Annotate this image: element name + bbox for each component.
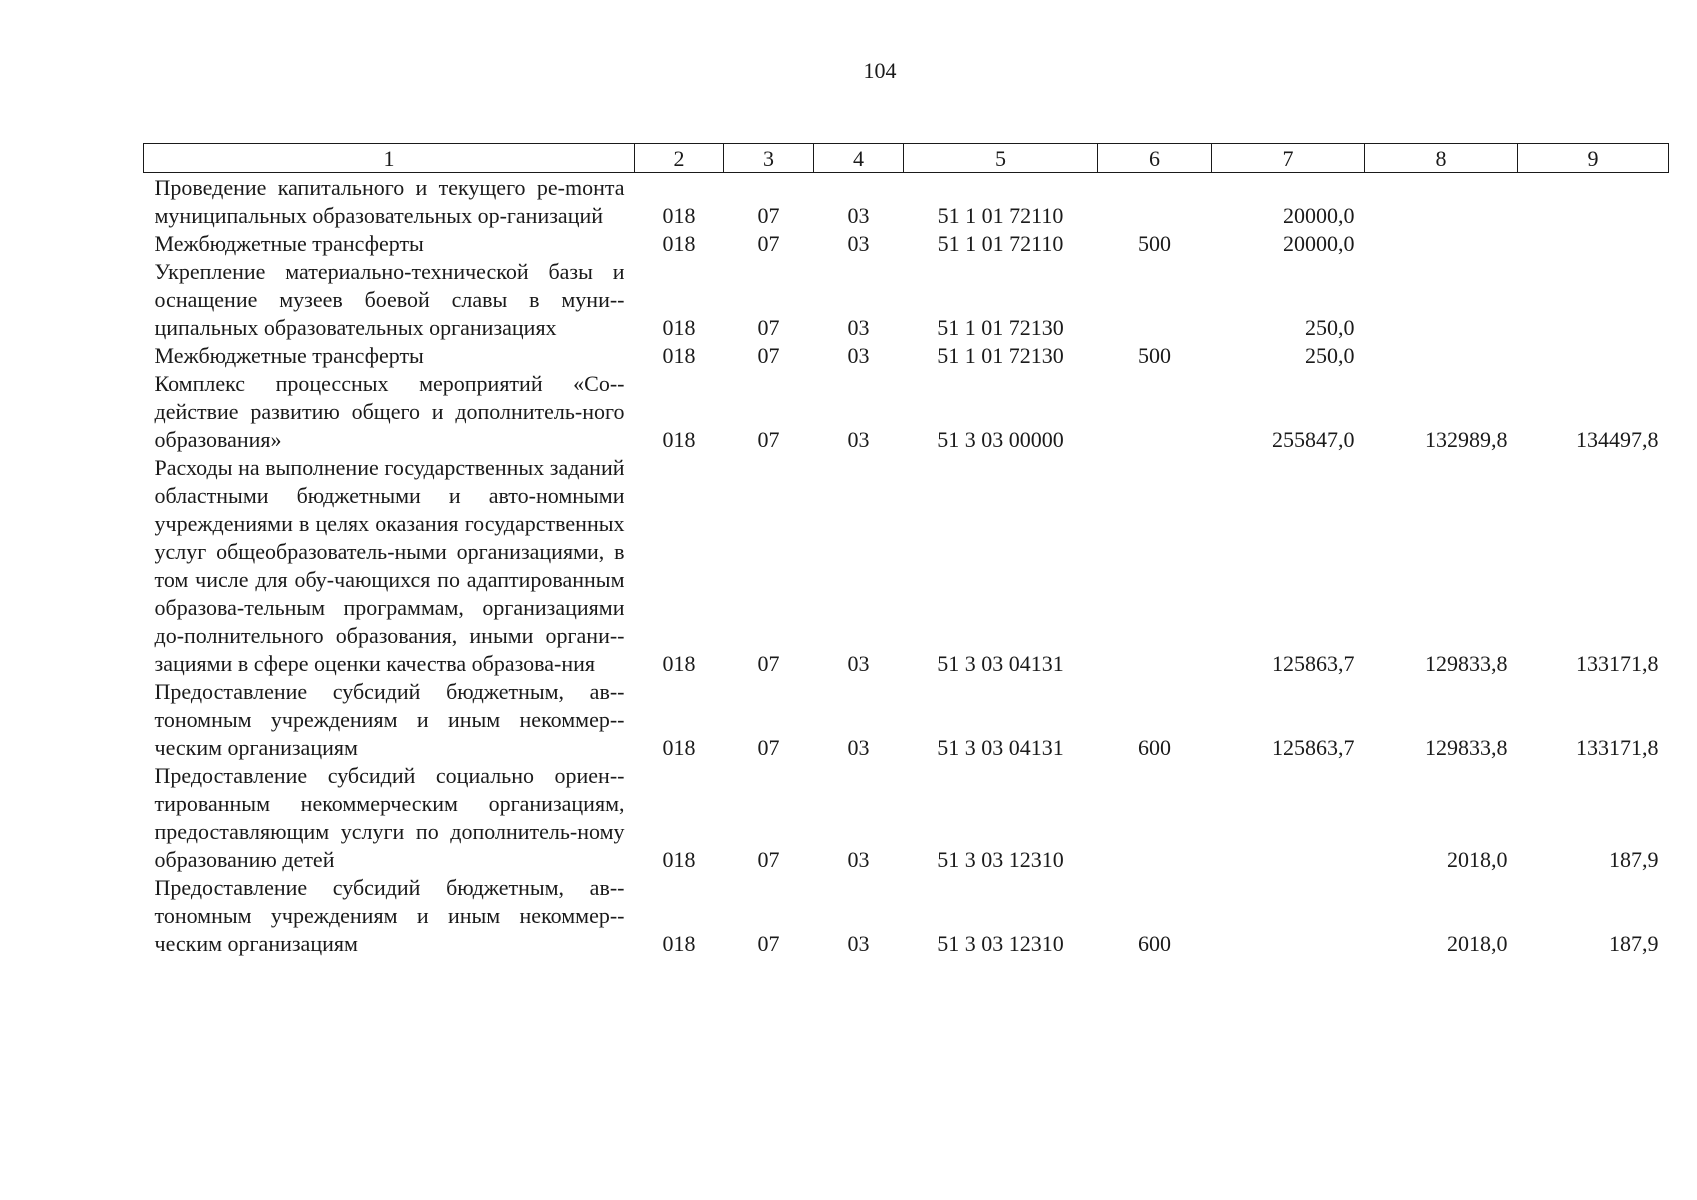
grbs-code: 018	[662, 651, 696, 676]
table-row	[144, 874, 1669, 958]
amount-year-2: 129833,8	[1425, 735, 1508, 760]
table-row	[144, 370, 1669, 454]
amount-year-1	[1212, 762, 1365, 874]
column-header-3: 3	[724, 144, 814, 173]
target-article-code: 51 1 01 72130	[937, 315, 1064, 340]
target-article-code: 51 3 03 04131	[937, 735, 1064, 760]
subsection-code: 03	[847, 651, 870, 676]
amount-year-3	[1518, 173, 1669, 231]
amount-year-1	[1212, 874, 1365, 958]
section-code: 07	[757, 427, 780, 452]
expense-type-code: 500	[1138, 231, 1171, 256]
amount-year-3: 187,9	[1609, 931, 1659, 956]
target-article-code: 51 1 01 72110	[937, 203, 1064, 228]
subsection-code: 03	[847, 427, 870, 452]
amount-year-3	[1518, 342, 1669, 370]
grbs-code: 018	[662, 315, 696, 340]
section-code: 07	[757, 315, 780, 340]
page-number: 104	[863, 58, 897, 83]
amount-year-3: 133171,8	[1576, 735, 1659, 760]
amount-year-2	[1365, 230, 1518, 258]
column-header-1: 1	[144, 144, 635, 173]
column-header-2: 2	[635, 144, 724, 173]
item-name: Предоставление субсидий бюджетным, ав-тономным учреждениям и иным некоммер-ческим организациям	[154, 875, 625, 956]
table-row	[144, 342, 1669, 370]
item-name: Предоставление субсидий бюджетным, ав-тономным учреждениям и иным некоммер-ческим организациям	[154, 679, 625, 760]
amount-year-2	[1365, 173, 1518, 231]
amount-year-2: 132989,8	[1425, 427, 1508, 452]
expense-type-code	[1098, 370, 1212, 454]
amount-year-1: 20000,0	[1283, 203, 1355, 228]
grbs-code: 018	[662, 427, 696, 452]
section-code: 07	[757, 931, 780, 956]
section-code: 07	[757, 203, 780, 228]
table-row	[144, 678, 1669, 762]
column-header-4: 4	[814, 144, 904, 173]
expense-type-code: 600	[1138, 735, 1171, 760]
expense-type-code	[1098, 454, 1212, 678]
table-body	[144, 173, 1669, 959]
grbs-code: 018	[662, 931, 696, 956]
amount-year-3: 187,9	[1609, 847, 1659, 872]
expense-type-code	[1098, 762, 1212, 874]
header-row	[144, 144, 1669, 173]
amount-year-2: 2018,0	[1447, 847, 1508, 872]
budget-table	[143, 143, 1669, 958]
target-article-code: 51 1 01 72110	[937, 231, 1064, 256]
section-code: 07	[757, 651, 780, 676]
subsection-code: 03	[847, 203, 870, 228]
column-header-6: 6	[1098, 144, 1212, 173]
amount-year-3: 133171,8	[1576, 651, 1659, 676]
amount-year-1: 20000,0	[1283, 231, 1355, 256]
amount-year-2: 129833,8	[1425, 651, 1508, 676]
amount-year-3	[1518, 230, 1669, 258]
amount-year-1: 125863,7	[1272, 651, 1355, 676]
subsection-code: 03	[847, 343, 870, 368]
column-header-5: 5	[904, 144, 1098, 173]
table-row	[144, 454, 1669, 678]
target-article-code: 51 3 03 12310	[937, 847, 1064, 872]
table-row	[144, 762, 1669, 874]
target-article-code: 51 3 03 04131	[937, 651, 1064, 676]
grbs-code: 018	[662, 203, 696, 228]
item-name: Предоставление субсидий социально ориен-тированным некоммерческим организациям, предоставляющим услуги по дополнитель-ному образованию детей	[154, 763, 625, 872]
amount-year-3	[1518, 258, 1669, 342]
expense-type-code: 500	[1138, 343, 1171, 368]
expense-type-code	[1098, 258, 1212, 342]
table-row	[144, 173, 1669, 231]
expense-type-code	[1098, 173, 1212, 231]
amount-year-2: 2018,0	[1447, 931, 1508, 956]
section-code: 07	[757, 343, 780, 368]
target-article-code: 51 3 03 12310	[937, 931, 1064, 956]
column-header-8: 8	[1365, 144, 1518, 173]
section-code: 07	[757, 735, 780, 760]
amount-year-1: 255847,0	[1272, 427, 1355, 452]
table-row	[144, 230, 1669, 258]
item-name: Проведение капитального и текущего ре-mонта муниципальных образовательных ор-ганизаций	[154, 175, 625, 228]
subsection-code: 03	[847, 231, 870, 256]
item-name: Комплекс процессных мероприятий «Со-действие развитию общего и дополнитель-ного образования»	[154, 371, 625, 452]
amount-year-3: 134497,8	[1576, 427, 1659, 452]
item-name: Межбюджетные трансферты	[154, 231, 424, 256]
subsection-code: 03	[847, 847, 870, 872]
grbs-code: 018	[662, 735, 696, 760]
item-name: Укрепление материально-технической базы и оснащение музеев боевой славы в муни-ципальных образовательных организациях	[154, 259, 625, 340]
section-code: 07	[757, 847, 780, 872]
amount-year-1: 125863,7	[1272, 735, 1355, 760]
column-header-9: 9	[1518, 144, 1669, 173]
expense-type-code: 600	[1138, 931, 1171, 956]
grbs-code: 018	[662, 847, 696, 872]
target-article-code: 51 3 03 00000	[937, 427, 1064, 452]
subsection-code: 03	[847, 735, 870, 760]
amount-year-2	[1365, 342, 1518, 370]
subsection-code: 03	[847, 931, 870, 956]
grbs-code: 018	[662, 231, 696, 256]
subsection-code: 03	[847, 315, 870, 340]
amount-year-2	[1365, 258, 1518, 342]
table-header	[144, 144, 1669, 173]
grbs-code: 018	[662, 343, 696, 368]
amount-year-1: 250,0	[1305, 315, 1355, 340]
table-row	[144, 258, 1669, 342]
section-code: 07	[757, 231, 780, 256]
item-name: Расходы на выполнение государственных заданий областными бюджетными и авто-номными учреждениями в целях оказания государственных услуг общеобразователь-ными организациями, в том числе для обу-чающихся по адаптированным образова-тельным программам, организациями до-полнительного образования, иными органи-зациями в сфере оценки качества образова-ния	[154, 455, 625, 676]
column-header-7: 7	[1212, 144, 1365, 173]
target-article-code: 51 1 01 72130	[937, 343, 1064, 368]
amount-year-1: 250,0	[1305, 343, 1355, 368]
item-name: Межбюджетные трансферты	[154, 343, 424, 368]
